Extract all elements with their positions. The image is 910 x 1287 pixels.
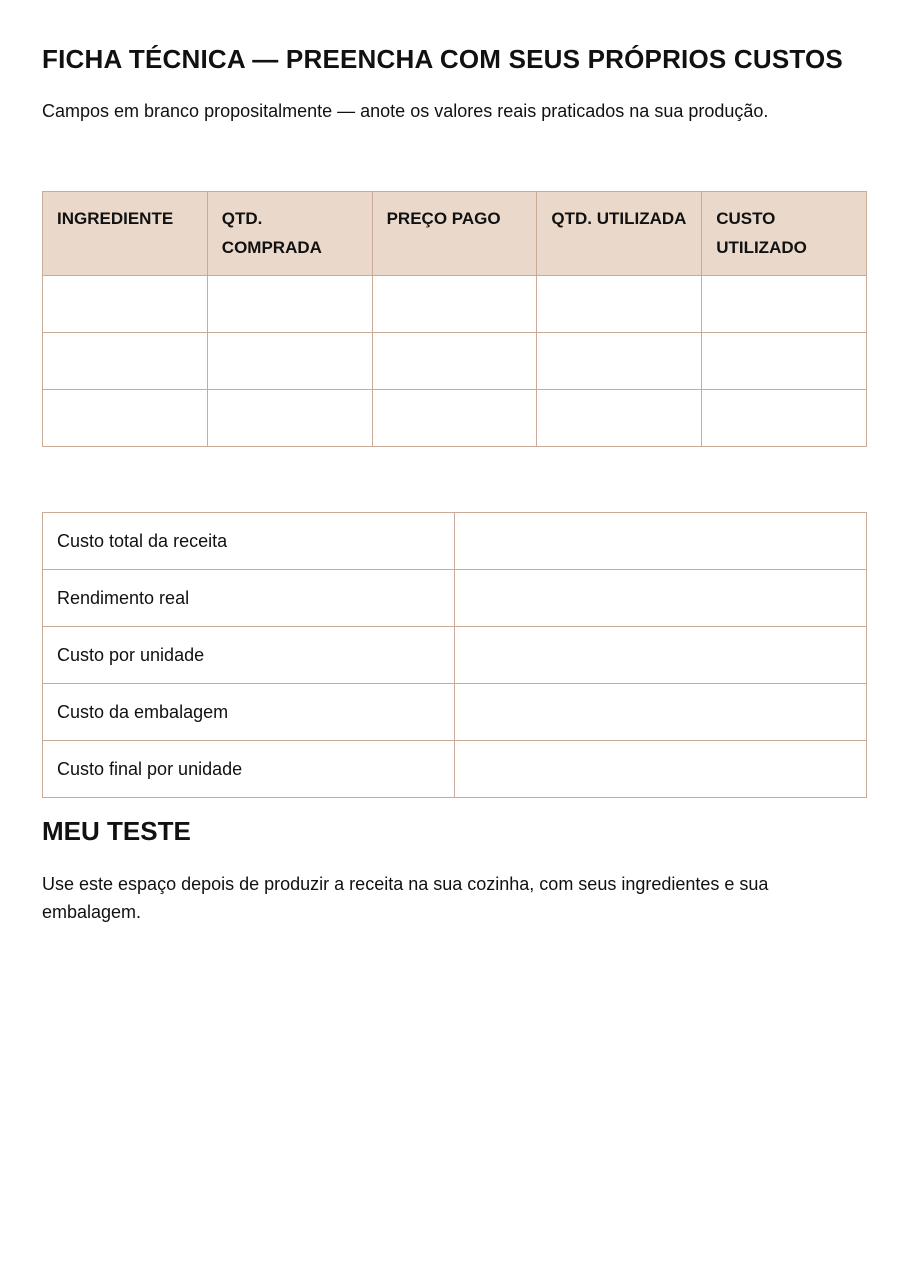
custo-utilizado-cell[interactable]	[702, 390, 867, 447]
custo-utilizado-cell[interactable]	[702, 333, 867, 390]
qtd-utilizada-cell[interactable]	[537, 276, 702, 333]
summary-row	[43, 570, 867, 627]
preco-pago-cell[interactable]	[372, 390, 537, 447]
page-title: FICHA TÉCNICA — PREENCHA COM SEUS PRÓPRIOS CUSTOS	[42, 44, 843, 74]
column-header-preco-pago: PREÇO PAGO	[372, 192, 537, 276]
qtd-comprada-cell[interactable]	[207, 390, 372, 447]
qtd-comprada-cell[interactable]	[207, 333, 372, 390]
column-header-custo-utilizado: CUSTO UTILIZADO	[702, 192, 867, 276]
summary-label-custo-embalagem: Custo da embalagem	[43, 684, 455, 741]
ingredient-cell[interactable]	[43, 276, 208, 333]
summary-value-custo-embalagem[interactable]	[455, 684, 867, 741]
section-description: Use este espaço depois de produzir a receita na sua cozinha, com seus ingredientes e sua embalagem.	[42, 874, 769, 922]
summary-label-custo-unidade: Custo por unidade	[43, 627, 455, 684]
summary-value-custo-total[interactable]	[455, 513, 867, 570]
ingredients-header-row	[43, 192, 867, 276]
table-row	[43, 276, 867, 333]
qtd-comprada-cell[interactable]	[207, 276, 372, 333]
column-header-qtd-comprada: QTD. COMPRADA	[207, 192, 372, 276]
summary-table	[42, 512, 867, 798]
summary-value-custo-final[interactable]	[455, 741, 867, 798]
summary-value-rendimento[interactable]	[455, 570, 867, 627]
table-row	[43, 390, 867, 447]
preco-pago-cell[interactable]	[372, 276, 537, 333]
summary-row	[43, 627, 867, 684]
summary-label-rendimento: Rendimento real	[43, 570, 455, 627]
ingredient-cell[interactable]	[43, 333, 208, 390]
qtd-utilizada-cell[interactable]	[537, 333, 702, 390]
section-title-meu-teste: MEU TESTE	[42, 816, 191, 846]
summary-value-custo-unidade[interactable]	[455, 627, 867, 684]
preco-pago-cell[interactable]	[372, 333, 537, 390]
page-subtitle: Campos em branco propositalmente — anote os valores reais praticados na sua produção.	[42, 101, 769, 121]
column-header-qtd-utilizada: QTD. UTILIZADA	[537, 192, 702, 276]
custo-utilizado-cell[interactable]	[702, 276, 867, 333]
ingredient-cell[interactable]	[43, 390, 208, 447]
column-header-ingrediente: INGREDIENTE	[43, 192, 208, 276]
summary-row	[43, 741, 867, 798]
qtd-utilizada-cell[interactable]	[537, 390, 702, 447]
ingredients-table	[42, 191, 867, 447]
table-row	[43, 333, 867, 390]
summary-row	[43, 513, 867, 570]
summary-label-custo-total: Custo total da receita	[43, 513, 455, 570]
summary-label-custo-final: Custo final por unidade	[43, 741, 455, 798]
summary-row	[43, 684, 867, 741]
